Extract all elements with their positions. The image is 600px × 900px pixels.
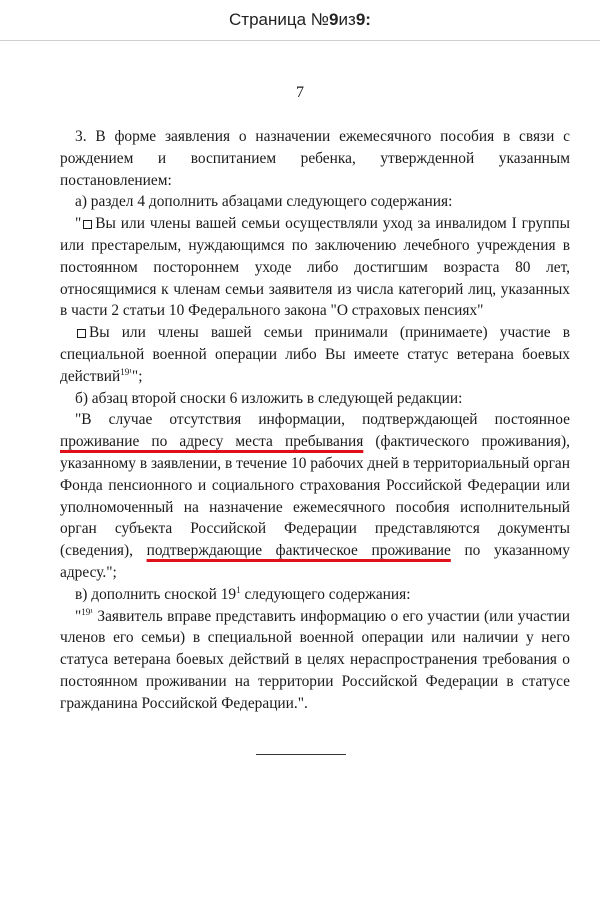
paragraph-footnote-6	[60, 409, 570, 583]
checkbox-icon	[83, 220, 92, 229]
total-pages: 9	[355, 10, 366, 29]
fn6-middle: (фактического проживания), указанному в заявлении, в течение 10 рабочих дней в территориальный орган Фонда пенсионного и социального страхования Российской Федерации или уполномоченный на назначение ежемесячного пособия исполнительный орган субъекта Российской Федерации представляются документы (сведения),	[60, 433, 570, 560]
paragraph-3: 3. В форме заявления о назначении ежемесячного пособия в связи с рождением и воспитанием ребенка, утвержденной указанным постановлением:	[60, 128, 570, 189]
footnote-ref: 1	[236, 584, 241, 595]
paragraph-footnote-19	[60, 606, 570, 715]
closing-divider	[256, 754, 346, 755]
quote-mark: "	[75, 215, 82, 233]
quote-mark: "	[75, 607, 82, 625]
care-text: Вы или члены вашей семьи осуществляли уход за инвалидом I группы или престарелым, нуждающимся по заключению лечебного учреждения в постоянном постороннем уходе либо достигшим возраста 80 лет, относящимися к членам семьи заявителя из числа категорий лиц, указанных в части 2 статьи 10 Федерального закона "О страховых пенсиях"	[60, 215, 570, 320]
page-counter-header	[0, 0, 600, 41]
fn6-end: по указанному адресу.";	[60, 542, 570, 581]
svo-text: Вы или члены вашей семьи принимали (принимаете) участие в специальной военной операции либо Вы имеете статус ветерана боевых действий	[60, 324, 570, 385]
current-page: 9	[329, 10, 339, 29]
paragraph-checkbox-care	[60, 213, 570, 322]
checkbox-icon	[77, 329, 86, 338]
page-counter-middle: из	[338, 10, 356, 29]
svo-end: ";	[131, 367, 143, 385]
document-body	[60, 126, 570, 715]
fn19-text: Заявитель вправе представить информацию о его участии (или участии членов его семьи) в специальной военной операции или наличии у него статуса ветерана боевых действий в целях нераспространения требования о постоянном проживании на территории Российской Федерации в статусе гражданина Российской Федерации.".	[60, 607, 570, 712]
v-text: в) дополнить сноской 19	[75, 585, 237, 603]
paragraph-v	[60, 584, 570, 606]
page-counter-prefix: Страница №	[229, 10, 330, 29]
paragraph-checkbox-svo	[60, 322, 570, 387]
page-counter-suffix: :	[365, 10, 371, 29]
footnote-ref: 19¹	[120, 366, 132, 377]
footnote-marker: 19¹	[81, 606, 93, 617]
v-end: следующего содержания:	[240, 585, 411, 603]
paragraph-a: а) раздел 4 дополнить абзацами следующего содержания:	[75, 193, 453, 211]
paragraph-b: б) абзац второй сноски 6 изложить в следующей редакции:	[75, 389, 463, 407]
document-page-number: 7	[296, 84, 304, 101]
fn6-start: "В случае отсутствия информации, подтверждающей постоянное	[75, 411, 570, 429]
highlight-residence-address: проживание по адресу места пребывания	[60, 433, 364, 451]
highlight-actual-residence: подтверждающие фактическое проживание	[146, 542, 451, 560]
